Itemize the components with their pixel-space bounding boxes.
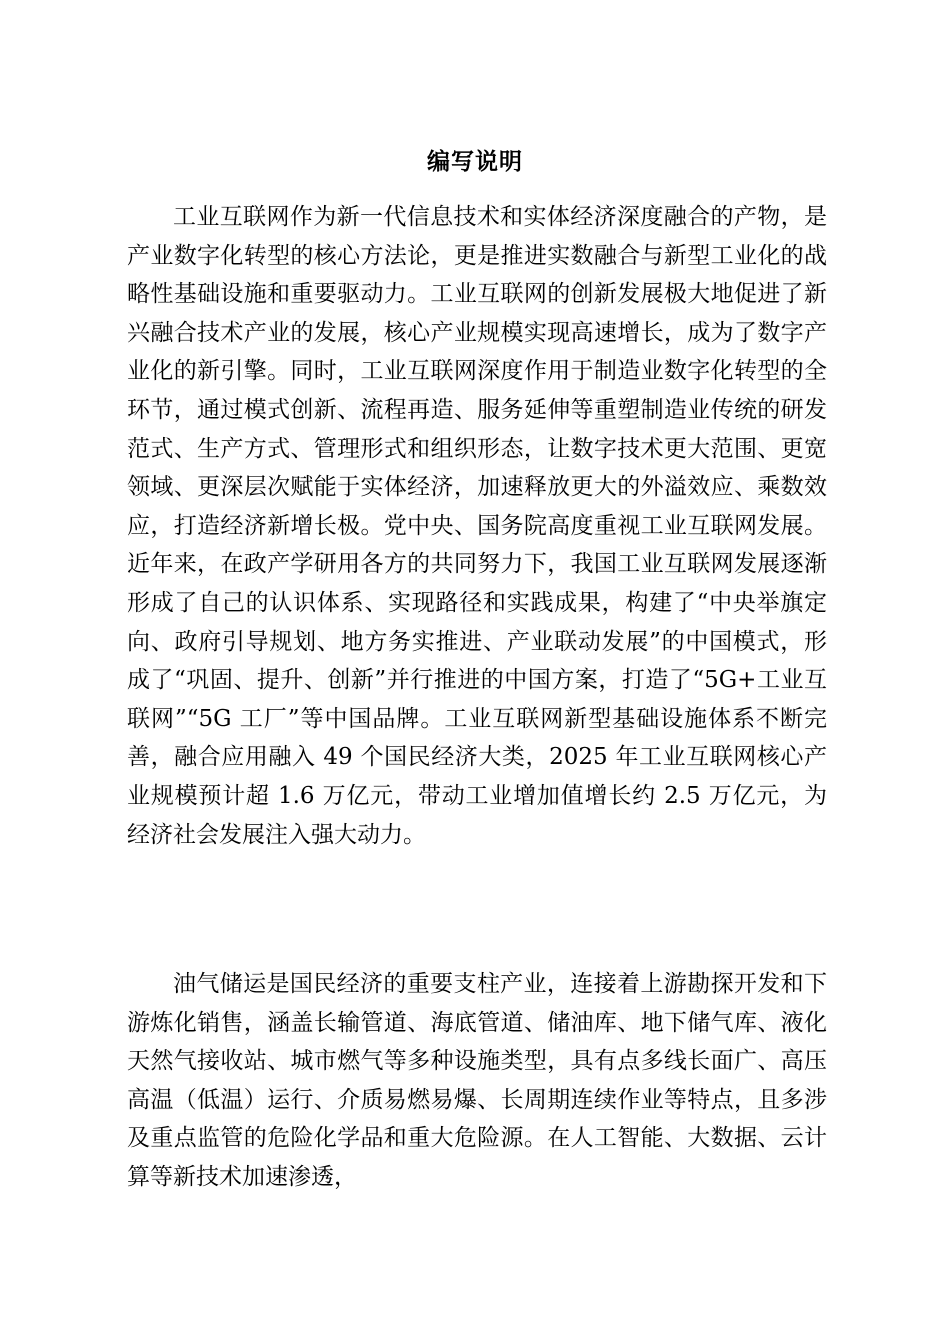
body-paragraph: 工业互联网作为新一代信息技术和实体经济深度融合的产物，是产业数字化转型的核心方法论，更是推进实数融合与新型工业化的战略性基础设施和重要驱动力。工业互联网的创新发展极大地促进了新兴融合技术产业的发展，核心产业规模实现高速增长，成为了数字产业化的新引擎。同时，工业互联网深度作用于制造业数字化转型的全环节，通过模式创新、流程再造、服务延伸等重塑制造业传统的研发范式、生产方式、管理形式和组织形态，让数字技术更大范围、更宽领域、更深层次赋能于实体经济，加速释放更大的外溢效应、乘数效应，打造经济新增长极。党中央、国务院高度重视工业互联网发展。近年来，在政产学研用各方的共同努力下，我国工业互联网发展逐渐形成了自己的认识体系、实现路径和实践成果，构建了“中央举旗定向、政府引导规划、地方务实推进、产业联动发展”的中国模式，形成了“巩固、提升、创新”并行推进的中国方案，打造了“5G+工业互联网”“5G 工厂”等中国品牌。工业互联网新型基础设施体系不断完善，融合应用融入 49 个国民经济大类，2025 年工业互联网核心产业规模预计超 1.6 万亿元，带动工业增加值增长约 2.5 万亿元，为经济社会发展注入强大动力。 xyxy=(127,204,827,848)
body-paragraph: 油气储运是国民经济的重要支柱产业，连接着上游勘探开发和下游炼化销售，涵盖长输管道、海底管道、储油库、地下储气库、液化天然气接收站、城市燃气等多种设施类型，具有点多线长面广、高压高温（低温）运行、介质易燃易爆、长周期连续作业等特点，且多涉及重点监管的危险化学品和重大危险源。在人工智能、大数据、云计算等新技术加速渗透， xyxy=(127,971,827,1190)
document-title: 编写说明 xyxy=(427,149,523,175)
